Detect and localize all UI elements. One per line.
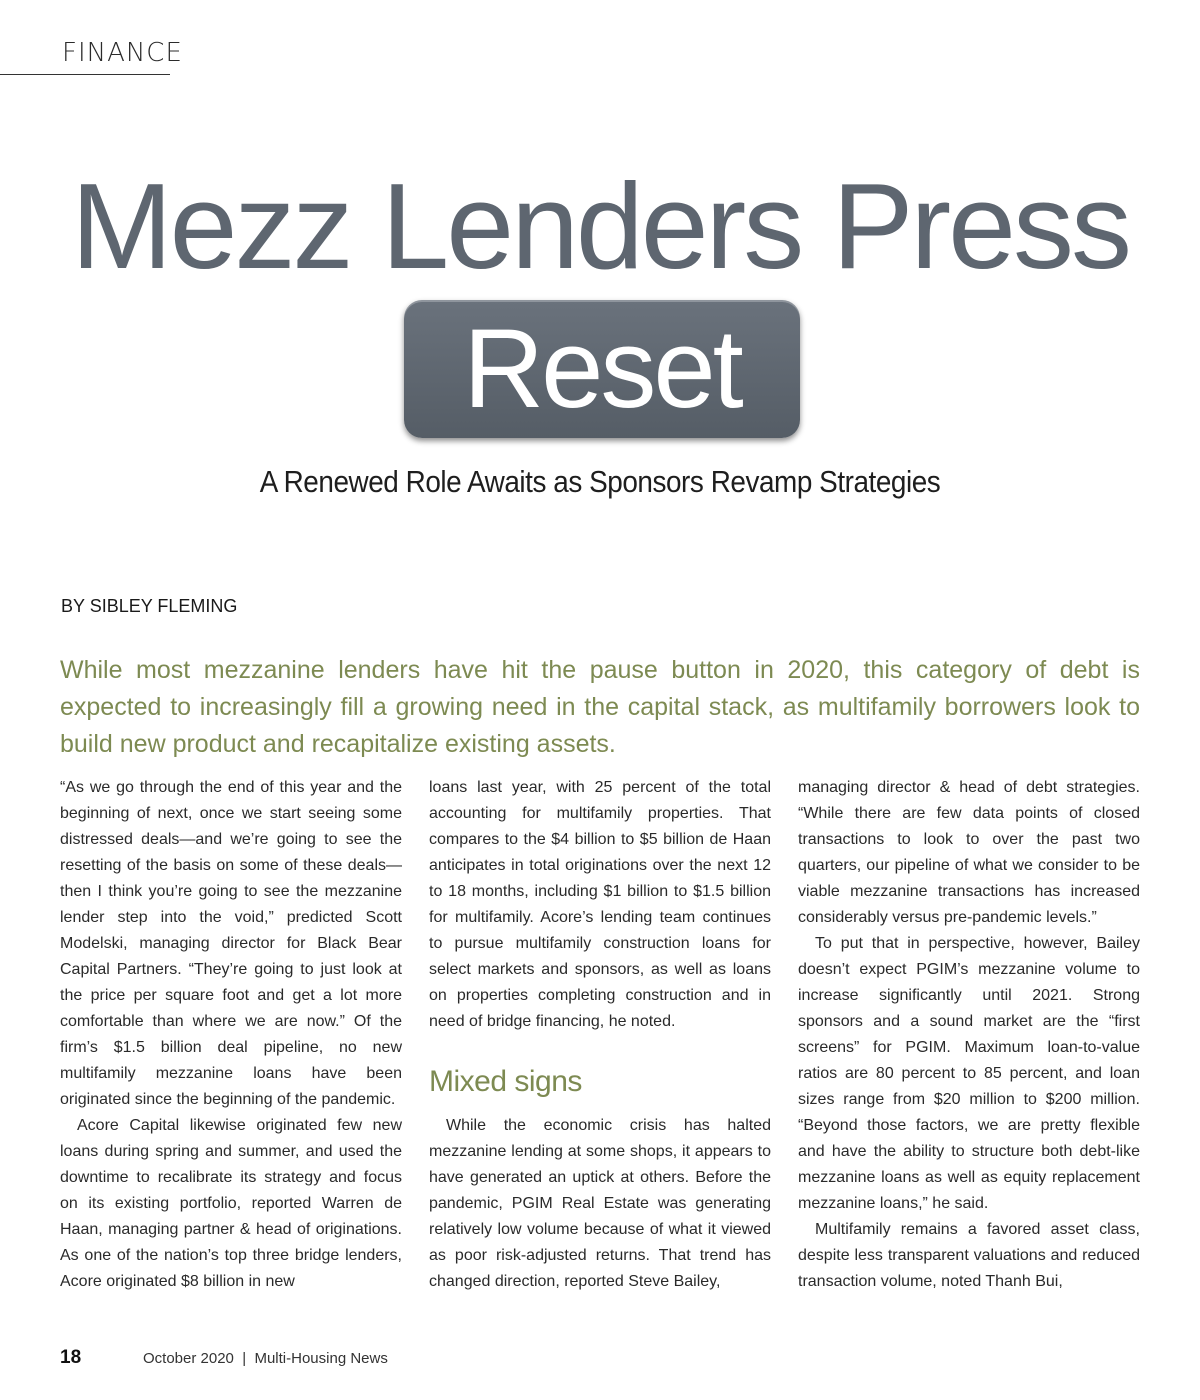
body-paragraph: loans last year, with 25 percent of the total accounting for multifamily properties. That compares to the $4 billion to $5 billion de Haan anticipates in total originations over the next 12 to 18 months, including $1 billion to $1.5 billion for multifamily. Acore’s lending team continues to pursue multifamily construction loans for select markets and sponsors, as well as loans on properties completing construction and in need of bridge financing, he noted. — [429, 779, 771, 1030]
headline-box: Reset — [404, 300, 800, 438]
article-headline: Mezz Lenders Press — [71, 158, 1129, 294]
article-subtitle: A Renewed Role Awaits as Sponsors Revamp Strategies — [259, 464, 941, 499]
page-number: 18 — [60, 1347, 82, 1368]
body-paragraph: Multifamily remains a favored asset class, despite less transparent valuations and reduced transaction volume, noted Thanh Bui, — [798, 1221, 1140, 1290]
body-paragraph: While the economic crisis has halted mezzanine lending at some shops, it appears to have generated an uptick at others. Before the pandemic, PGIM Real Estate was generating relatively low volume because of what it viewed as poor risk-adjusted returns. That trend has changed direction, reported Steve Bailey, — [429, 1117, 771, 1290]
issue-info: October 2020 | Multi-Housing News — [143, 1350, 388, 1367]
body-paragraph: Acore Capital likewise originated few new loans during spring and summer, and used the downtime to recalibrate its strategy and focus on its existing portfolio, reported Warren de Haan, managing partner & head of originations. As one of the nation’s top three bridge lenders, Acore originated $8 billion in new — [60, 1117, 402, 1290]
body-paragraph: To put that in perspective, however, Bailey doesn’t expect PGIM’s mezzanine volume to increase significantly until 2021. Strong sponsors and a sound market are the “first screens” for PGIM. Maximum loan-to-value ratios are 80 percent to 85 percent, and loan sizes range from $20 million to $200 million. “Beyond those factors, we are pretty flexible and have the ability to structure both debt-like mezzanine loans as well as equity replacement mezzanine loans,” he said. — [798, 935, 1140, 1212]
body-column-1 — [60, 775, 402, 1295]
body-column-3 — [798, 775, 1140, 1295]
section-label: FINANCE — [0, 38, 170, 75]
body-column-2 — [429, 775, 771, 1295]
body-paragraph: “As we go through the end of this year and the beginning of next, once we start seeing some distressed deals—and we’re going to see the resetting of the basis on some of these deals—then I think you’re going to see the mezzanine lender step into the void,” predicted Scott Modelski, managing director for Black Bear Capital Partners. “They’re going to just look at the price per square foot and get a lot more comfortable than where we are now.” Of the firm’s $1.5 billion deal pipeline, no new multifamily mezzanine loans have been originated since the beginning of the pandemic. — [60, 779, 402, 1108]
lede-paragraph: While most mezzanine lenders have hit the pause button in 2020, this category of debt is expected to increasingly fill a growing need in the capital stack, as multifamily borrowers look to build new product and recapitalize existing assets. — [60, 656, 1140, 758]
body-paragraph: managing director & head of debt strategies. “While there are few data points of closed transactions to look to over the past two quarters, our pipeline of what we consider to be viable mezzanine transactions has increased considerably versus pre-pandemic levels.” — [798, 779, 1140, 926]
section-subhead: Mixed signs — [429, 1065, 582, 1098]
byline: BY SIBLEY FLEMING — [61, 596, 238, 616]
